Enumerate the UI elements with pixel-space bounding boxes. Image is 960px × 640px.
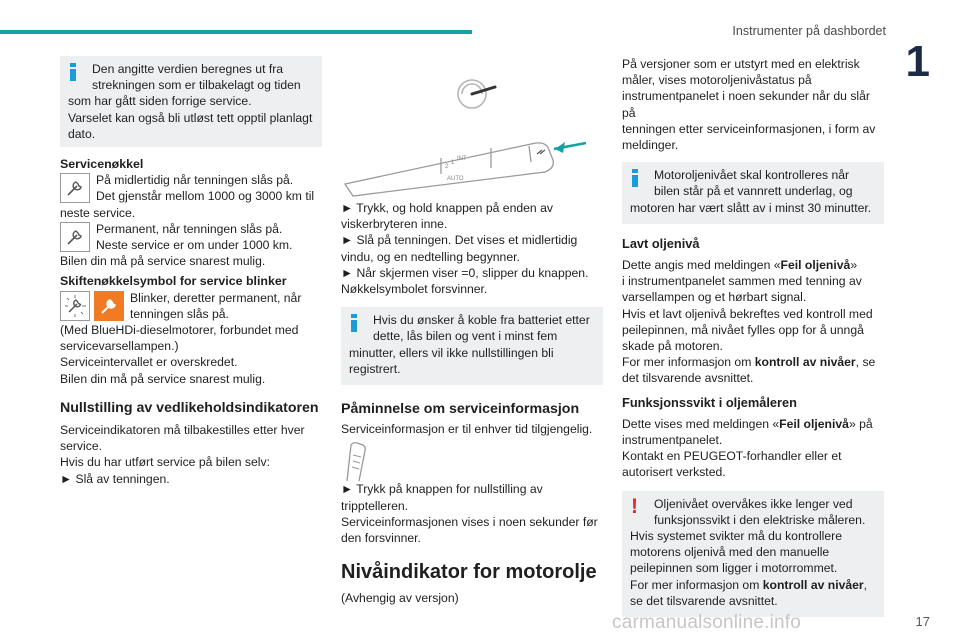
note-text: motorens oljenivå med den manuelle — [630, 545, 830, 560]
blink-item — [60, 290, 322, 322]
info-icon — [70, 63, 76, 81]
watermark: carmanualsonline.info — [612, 612, 802, 633]
item-text: Neste service er om under 1000 km. — [96, 238, 293, 253]
step-text: Nøkkelsymbolet forsvinner. — [341, 282, 488, 297]
info-icon — [632, 169, 638, 187]
body-text: peilepinnen, må nivået fylles opp for å unngå — [622, 322, 864, 337]
reminder-heading: Påminnelse om serviceinformasjon — [341, 401, 580, 418]
body-text: Kontakt en PEUGEOT-forhandler eller et — [622, 449, 842, 464]
page-number: 17 — [915, 614, 930, 629]
svg-text:1: 1 — [451, 160, 455, 166]
body-text: (Avhengig av versjon) — [341, 591, 459, 606]
note-text: bilen står på et vannrett underlag, og — [654, 184, 853, 199]
header-title: Instrumenter på dashbordet — [732, 24, 886, 38]
note-text: se det tilsvarende avsnittet. — [630, 593, 778, 608]
gauge-fault-heading: Funksjonssvikt i oljemåleren — [622, 394, 797, 410]
column-2 — [341, 56, 603, 606]
item-text: servicevarsellampen.) — [60, 339, 179, 354]
note-text: funksjonssvikt i den elektriske måleren. — [654, 512, 866, 527]
item-text: Permanent, når tenningen slås på. — [96, 221, 283, 236]
body-text: i instrumentpanelet sammen med tenning av — [622, 274, 862, 289]
note-text: minutter, ellers vil ikke nullstillingen bli — [349, 345, 554, 360]
note-text: dato. — [68, 126, 96, 141]
step-text: ► Slå på tenningen. Det vises et midlertidig — [341, 233, 578, 248]
info-icon — [351, 314, 357, 332]
body-text: det tilsvarende avsnittet. — [622, 371, 754, 386]
body-text: måler, vises motoroljenivåstatus på — [622, 73, 812, 88]
body-text: Dette vises med meldingen «Feil oljenivå» på — [622, 416, 873, 431]
reset-heading: Nullstilling av vedlikeholdsindikatoren — [60, 399, 319, 416]
warning-note — [622, 491, 884, 617]
column-3 — [622, 56, 884, 617]
chapter-number: 1 — [905, 37, 930, 86]
body-text: På versjoner som er utstyrt med en elektrisk — [622, 57, 860, 71]
svg-text:2: 2 — [445, 164, 449, 170]
orange-wrench-icon — [94, 291, 124, 321]
info-note — [622, 162, 884, 224]
service-key-item-2 — [60, 221, 322, 253]
body-text: For mer informasjon om kontroll av nivåer, se — [622, 355, 876, 370]
item-text: neste service. — [60, 205, 136, 220]
body-text: den forsvinner. — [341, 531, 421, 546]
item-text: Blinker, deretter permanent, når — [130, 290, 302, 305]
note-text: peilepinnen som ligger i motorrommet. — [630, 561, 838, 576]
wiper-stalk-illustration — [341, 56, 603, 200]
info-note — [341, 307, 603, 385]
step-text: ► Trykk på knappen for nullstilling av — [341, 482, 543, 497]
oil-level-heading: Nivåindikator for motorolje — [341, 561, 597, 584]
item-text: Det gjenstår mellom 1000 og 3000 km til — [96, 189, 315, 204]
key-button-illustration — [341, 437, 603, 481]
body-text: autorisert verksted. — [622, 465, 726, 480]
note-text: dette, lås bilen og vent i minst fem — [373, 329, 558, 344]
body-text: skade på motoren. — [622, 339, 723, 354]
body-text: instrumentpanelet. — [622, 433, 723, 448]
note-text: registrert. — [349, 361, 401, 376]
note-text: Motoroljenivået skal kontrolleres når — [654, 168, 850, 183]
wrench-icon — [60, 222, 90, 252]
item-text: (Med BlueHDi-dieselmotorer, forbundet med — [60, 323, 299, 338]
header-accent-bar — [0, 30, 472, 34]
note-text: Oljenivået overvåkes ikke lenger ved — [654, 496, 853, 511]
body-text: meldinger. — [622, 138, 679, 153]
note-text: Hvis systemet svikter må du kontrollere — [630, 529, 842, 544]
body-text: Hvis du har utført service på bilen selv: — [60, 455, 270, 470]
body-text: instrumentpanelet i noen sekunder når du slår på — [622, 89, 870, 120]
note-text: Hvis du ønsker å koble fra batteriet etter — [373, 313, 590, 328]
step-text: tripptelleren. — [341, 498, 409, 513]
item-text: Bilen din må på service snarest mulig. — [60, 371, 266, 386]
body-text: Serviceinformasjon er til enhver tid tilgjengelig. — [341, 422, 593, 437]
blink-heading: Skiftenøkkelsymbol for service blinker — [60, 274, 287, 289]
blinking-wrench-icon — [60, 291, 90, 321]
service-key-heading: Servicenøkkel — [60, 157, 144, 171]
note-text: motoren har vært slått av i minst 30 minutter. — [630, 200, 872, 215]
item-text: På midlertidig når tenningen slås på. — [96, 173, 294, 188]
note-text: som har gått siden forrige service. — [68, 94, 252, 109]
step-text: ► Slå av tenningen. — [60, 471, 170, 486]
svg-text:AUTO: AUTO — [447, 176, 464, 182]
note-text: strekningen som er tilbakelagt og tiden — [92, 78, 301, 93]
note-text: For mer informasjon om kontroll av nivåer, — [630, 577, 868, 592]
step-text: ► Trykk, og hold knappen på enden av — [341, 201, 553, 215]
item-text: Serviceintervallet er overskredet. — [60, 355, 238, 370]
item-text: tenningen slås på. — [130, 306, 229, 321]
body-text: Hvis et lavt oljenivå bekreftes ved kontroll med — [622, 306, 873, 321]
column-1 — [60, 56, 322, 487]
service-key-item-1 — [60, 172, 322, 204]
item-text: Bilen din må på service snarest mulig. — [60, 254, 266, 269]
body-text: Serviceindikatoren må tilbakestilles etter hver — [60, 423, 305, 438]
step-text: viskerbryteren inne. — [341, 217, 448, 232]
body-text: Dette angis med meldingen «Feil oljenivå» — [622, 258, 858, 273]
key-icon — [341, 441, 373, 483]
step-text: ► Når skjermen viser =0, slipper du knappen. — [341, 265, 589, 280]
body-text: tenningen etter serviceinformasjonen, i form av — [622, 121, 876, 136]
body-text: Serviceinformasjonen vises i noen sekunder før — [341, 514, 598, 529]
info-note — [60, 56, 322, 147]
note-text: Den angitte verdien beregnes ut fra — [92, 62, 284, 76]
step-text: vindu, og en nedtelling begynner. — [341, 249, 520, 264]
body-text: varsellampen og et hørbart signal. — [622, 290, 807, 305]
warning-icon: ! — [631, 494, 638, 518]
body-text: service. — [60, 439, 102, 454]
wrench-icon — [60, 173, 90, 203]
note-text: Varselet kan også bli utløst tett opptil planlagt — [68, 110, 313, 125]
svg-text:INT: INT — [457, 156, 467, 162]
low-oil-heading: Lavt oljenivå — [622, 235, 700, 251]
